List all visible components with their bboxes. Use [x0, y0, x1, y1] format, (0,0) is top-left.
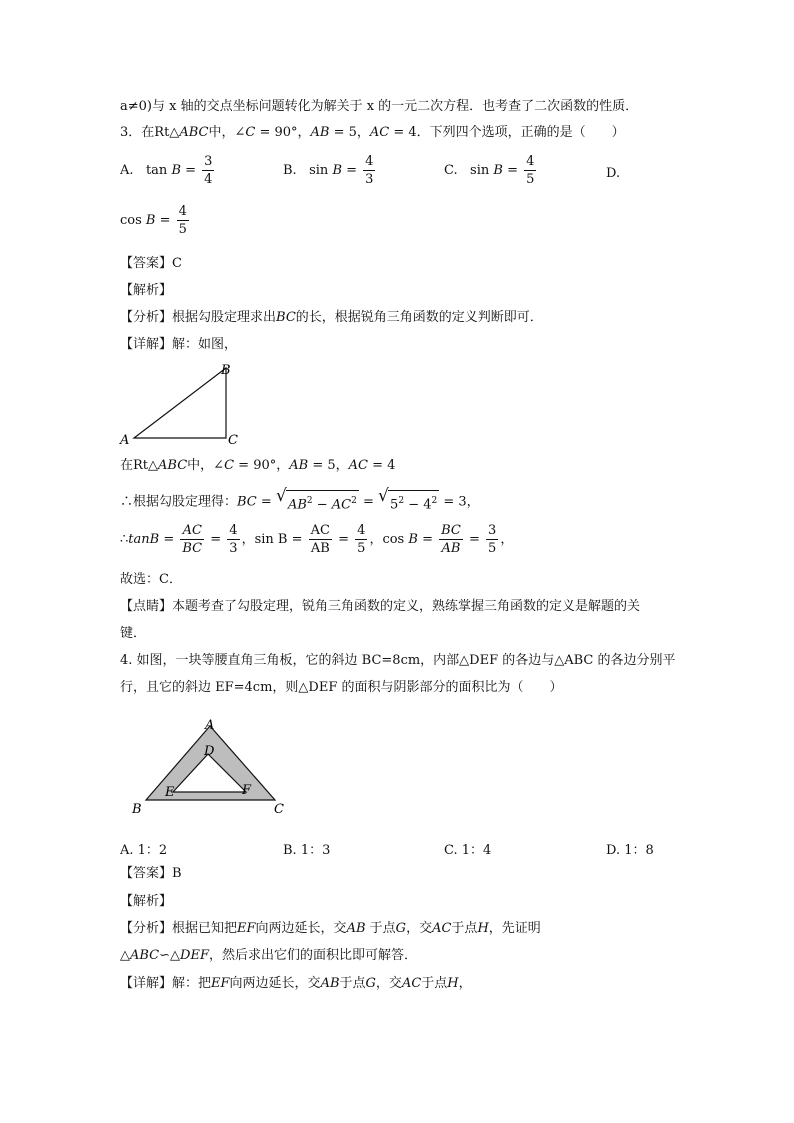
tag: 【点睛】: [120, 599, 173, 614]
vertex-d-label: D: [204, 744, 215, 759]
option-label: A.: [120, 163, 134, 178]
text: 中，∠: [187, 458, 225, 473]
comma: ，: [500, 532, 514, 547]
text: 中，∠: [208, 125, 246, 140]
answer-tag: 【答案】: [120, 866, 173, 881]
q4-option-b: B. 1：3: [283, 843, 331, 858]
eq: =: [358, 494, 379, 510]
remark-3-line-1: [120, 598, 640, 616]
exponent: 2: [398, 496, 405, 506]
eq: =: [206, 532, 226, 547]
var: AC: [331, 497, 352, 513]
var: H: [447, 976, 459, 991]
var: BC: [276, 310, 296, 325]
answer-value: B: [172, 866, 182, 881]
text: 在: [141, 125, 155, 140]
var: H: [477, 921, 489, 936]
text: 于点: [369, 921, 396, 936]
answer-4: [120, 865, 182, 883]
denominator: 5: [526, 172, 535, 187]
op: −: [312, 497, 332, 513]
num: 4: [423, 497, 432, 513]
option-a: [120, 153, 216, 188]
exponent: 2: [306, 496, 313, 506]
detail-4: [120, 975, 472, 993]
var: ABC: [179, 125, 209, 140]
triangle-abc: [134, 368, 226, 438]
fraction: [363, 153, 375, 188]
text: ∴根据勾股定理得：: [120, 494, 238, 510]
var: AC: [401, 976, 422, 991]
right-triangle-figure: [118, 360, 248, 452]
var: B: [145, 213, 156, 228]
fn: sin: [309, 163, 329, 178]
fn: cos: [120, 213, 142, 228]
vertex-f-label: F: [242, 783, 252, 798]
text: ，然后求出它们的面积比即可解答．: [208, 948, 417, 963]
numerator: 4: [526, 154, 535, 169]
var: AB: [320, 976, 340, 991]
analysis-4-heading: 【解析】: [120, 894, 173, 909]
var: AB: [346, 921, 366, 936]
vertex-a-label: A: [205, 718, 215, 733]
var: G: [395, 921, 407, 936]
vertex-b-label: B: [221, 363, 231, 378]
var: AC: [369, 125, 390, 140]
option-b: [283, 153, 377, 188]
text: = 5，: [308, 458, 349, 473]
vertex-c-label: C: [274, 802, 284, 817]
text: 解：如图，: [172, 337, 238, 352]
var: B: [493, 163, 503, 178]
fraction: [180, 522, 204, 557]
text: △: [120, 948, 130, 963]
option-d: [120, 203, 191, 238]
vertex-c-label: C: [228, 433, 238, 448]
eq: =: [417, 532, 438, 547]
numerator: AC: [180, 522, 204, 540]
num: 5: [390, 497, 399, 513]
q4-option-a: A. 1：2: [120, 843, 168, 858]
text: 的长，根据锐角三角函数的定义判断即可．: [295, 310, 543, 325]
op: −: [404, 497, 424, 513]
solution-line-3: [120, 522, 513, 557]
eq: =: [464, 532, 485, 547]
numerator: 4: [357, 523, 366, 538]
text: = 90°，: [234, 458, 290, 473]
var: G: [365, 976, 376, 991]
fraction: [177, 203, 189, 238]
option-label: D.: [606, 166, 621, 181]
var: C: [224, 458, 235, 473]
denominator: 5: [488, 541, 497, 556]
text: 向两边延长，交: [229, 976, 321, 991]
eq: =: [256, 494, 276, 510]
denominator: AB: [310, 541, 330, 556]
comma: ，: [369, 532, 383, 547]
fn: tanB: [128, 532, 160, 547]
text: = 3，: [439, 494, 480, 510]
eq: =: [333, 532, 354, 547]
q4-option-c: C. 1：4: [444, 843, 492, 858]
vertex-b-label: B: [132, 802, 142, 817]
text: = 90°，: [255, 125, 311, 140]
question-4-line-2: 行，且它的斜边 EF=4cm，则△DEF 的面积与阴影部分的面积比为（ ）: [120, 680, 563, 695]
eq: =: [287, 532, 307, 547]
fraction: [439, 522, 463, 557]
denominator: BC: [182, 541, 203, 556]
text: ，先证明: [488, 921, 541, 936]
fn: tan: [145, 163, 168, 178]
tag: 【分析】: [120, 921, 173, 936]
detail-3: [120, 336, 237, 354]
var: AB: [310, 125, 330, 140]
question-number: 3．: [120, 125, 142, 140]
nested-triangle-figure: [130, 716, 290, 818]
tag: 【详解】: [120, 337, 173, 352]
fraction: [355, 522, 367, 557]
fraction: [227, 522, 239, 557]
var: DEF: [180, 948, 209, 963]
solution-line-1: [120, 457, 395, 475]
analysis-4-line-1: [120, 920, 541, 938]
text: 于点: [451, 921, 478, 936]
text: 本题考查了勾股定理，锐角三角函数的定义，熟练掌握三角函数的定义是解题的关: [172, 599, 641, 614]
text: 向两边延长，交: [255, 921, 347, 936]
sqrt-symbol: √: [378, 486, 389, 506]
text: 解：把: [172, 976, 212, 991]
text: = 4．下列四个选项，正确的是（ ）: [389, 125, 625, 140]
numerator: AC: [310, 523, 330, 538]
sqrt-1: [275, 486, 359, 514]
numerator: 4: [178, 204, 187, 219]
text: = 4: [367, 458, 396, 473]
vertex-a-label: A: [120, 433, 130, 448]
answer-3: [120, 255, 182, 273]
var: AC: [432, 921, 452, 936]
option-label: B.: [283, 163, 297, 178]
text: ，交: [375, 976, 402, 991]
var: C: [245, 125, 256, 140]
eq: =: [342, 163, 362, 178]
comma: ，: [241, 532, 255, 547]
denominator: 3: [229, 541, 238, 556]
eq: =: [181, 163, 201, 178]
fraction: [202, 153, 214, 188]
continuation-line: a≠0)与 x 轴的交点坐标问题转化为解关于 x 的一元二次方程．也考查了二次函数的性质．: [120, 99, 639, 114]
numerator: BC: [441, 523, 461, 538]
eq: =: [502, 163, 523, 178]
fn: sin B: [254, 532, 288, 547]
analysis-3: [120, 309, 543, 327]
text: Rt△: [154, 125, 180, 140]
var: BC: [237, 494, 257, 510]
option-label: C.: [444, 163, 458, 178]
option-d-label: [606, 166, 620, 181]
var: ABC: [158, 458, 188, 473]
text: ∽△: [159, 948, 181, 963]
var: EF: [211, 976, 230, 991]
remark-3-line-2: 键．: [120, 626, 147, 641]
var: AB: [289, 458, 309, 473]
eq: =: [155, 213, 175, 228]
var: ABC: [130, 948, 160, 963]
option-c: [444, 153, 538, 188]
numerator: 4: [365, 154, 374, 169]
denominator: AB: [441, 541, 461, 556]
text: ∴: [120, 532, 129, 547]
var: AB: [287, 497, 307, 513]
fn: cos: [382, 532, 405, 547]
numerator: 3: [204, 154, 213, 169]
denominator: 3: [365, 172, 374, 187]
fraction: [524, 153, 536, 188]
text: 根据勾股定理求出: [172, 310, 277, 325]
numerator: 3: [488, 523, 497, 538]
fn: sin: [470, 163, 490, 178]
q4-option-d: D. 1：8: [606, 843, 654, 858]
var: B: [408, 532, 418, 547]
denominator: 4: [204, 172, 213, 187]
fraction: [486, 522, 498, 557]
text: Rt△: [133, 458, 159, 473]
sqrt-2: [378, 486, 439, 514]
tag: 【分析】: [120, 310, 173, 325]
question-3-stem: [120, 124, 625, 142]
eq: =: [159, 532, 179, 547]
var: B: [332, 163, 342, 178]
text: 于点: [339, 976, 366, 991]
sqrt-symbol: √: [275, 486, 287, 506]
denominator: 5: [357, 541, 366, 556]
numerator: 4: [229, 523, 238, 538]
text: 于点: [421, 976, 448, 991]
answer-value: C: [172, 256, 182, 271]
text: ，交: [406, 921, 433, 936]
text: 在: [120, 458, 134, 473]
analysis-3-heading: 【解析】: [120, 283, 173, 298]
vertex-e-label: E: [165, 785, 175, 800]
fraction: [309, 522, 332, 557]
question-4-line-1: 4. 如图，一块等腰直角三角板，它的斜边 BC=8cm，内部△DEF 的各边与△ABC 的各边分别平: [120, 653, 676, 668]
var: EF: [237, 921, 256, 936]
exponent: 2: [351, 496, 357, 506]
analysis-4-line-2: [120, 947, 417, 965]
var: B: [171, 163, 181, 178]
solution-conclusion: 故选：C．: [120, 572, 182, 587]
text: ，: [458, 976, 472, 991]
text: 根据已知把: [172, 921, 238, 936]
var: AC: [348, 458, 368, 473]
tag: 【详解】: [120, 976, 173, 991]
exponent: 2: [431, 496, 438, 506]
solution-line-2: [120, 486, 480, 514]
text: = 5，: [329, 125, 370, 140]
answer-tag: 【答案】: [120, 256, 173, 271]
denominator: 5: [178, 222, 187, 237]
